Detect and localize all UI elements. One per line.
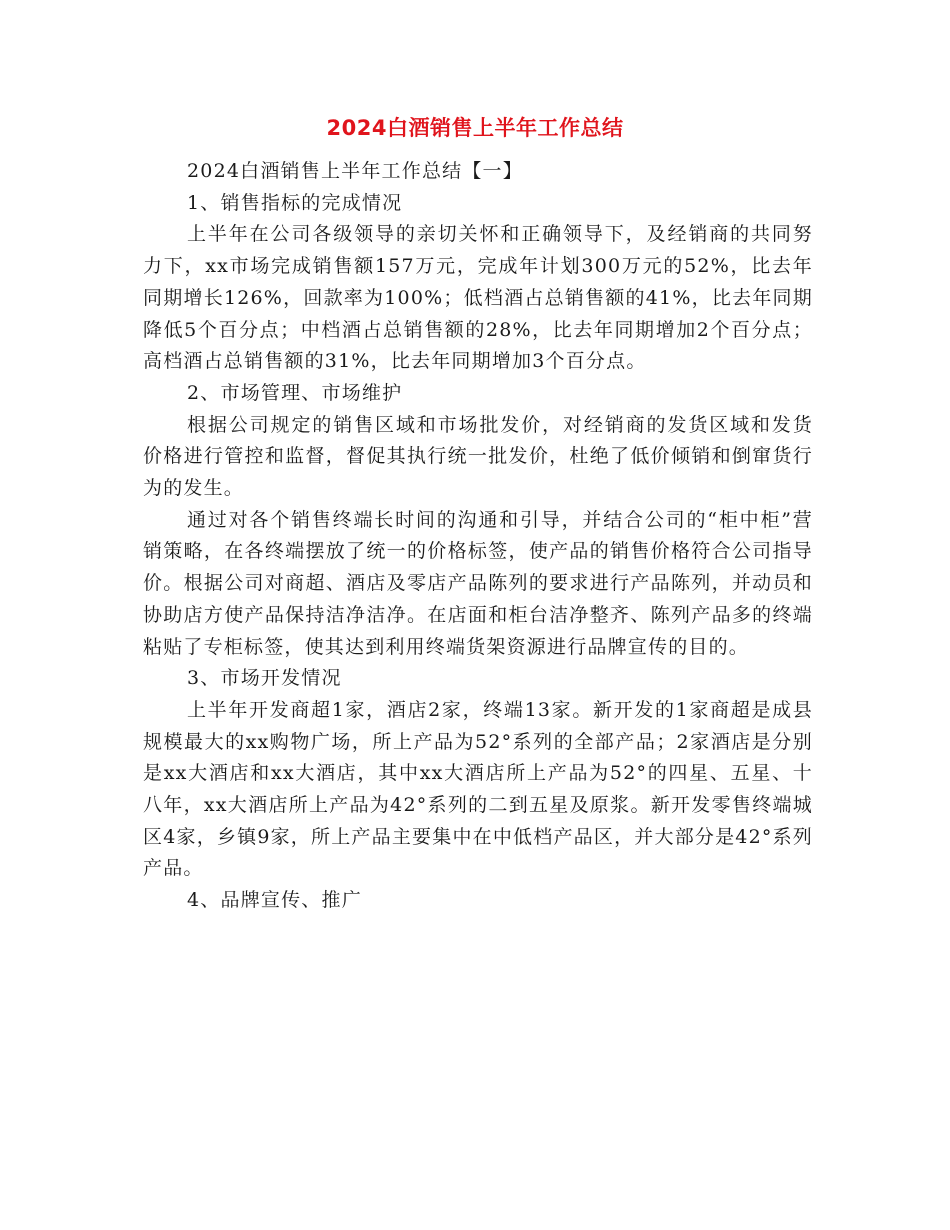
heading-brand-promotion: 4、品牌宣传、推广 <box>187 889 362 912</box>
document-body <box>143 156 813 917</box>
paragraph-market-development: 上半年开发商超1家，酒店2家，终端13家。新开发的1家商超是成县规模最大的xx购物广场，所上产品为52°系列的全部产品；2家酒店是分别是xx大酒店和xx大酒店，其中xx大酒店所上产品为52°的四星、五星、十八年，xx大酒店所上产品为42°系列的二到五星及原浆。新开发零售终端城区4家，乡镇9家，所上产品主要集中在中低档产品区，并大部分是42°系列产品。 <box>143 698 813 880</box>
heading-market-management: 2、市场管理、市场维护 <box>187 381 403 404</box>
document-title: 2024白酒销售上半年工作总结 <box>326 116 624 140</box>
section-subtitle: 2024白酒销售上半年工作总结【一】 <box>187 160 523 182</box>
paragraph-sales-targets: 上半年在公司各级领导的亲切关怀和正确领导下，及经销商的共同努力下，xx市场完成销售额157万元，完成年计划300万元的52%，比去年同期增长126%，回款率为100%；低档酒占总销售额的41%，比去年同期降低5个百分点；中档酒占总销售额的28%，比去年同期增加2个百分点；高档酒占总销售额的31%，比去年同期增加3个百分点。 <box>143 223 813 373</box>
paragraph-market-management: 根据公司规定的销售区域和市场批发价，对经销商的发货区域和发货价格进行管控和监督，督促其执行统一批发价，杜绝了低价倾销和倒窜货行为的发生。 <box>143 413 813 500</box>
paragraph-terminal-display: 通过对各个销售终端长时间的沟通和引导，并结合公司的“柜中柜”营销策略，在各终端摆放了统一的价格标签，使产品的销售价格符合公司指导价。根据公司对商超、酒店及零店产品陈列的要求进行产品陈列，并动员和协助店方使产品保持洁净洁净。在店面和柜台洁净整齐、陈列产品多的终端粘贴了专柜标签，使其达到利用终端货架资源进行品牌宣传的目的。 <box>143 508 813 658</box>
heading-sales-targets: 1、销售指标的完成情况 <box>187 191 403 214</box>
heading-market-development: 3、市场开发情况 <box>187 667 342 690</box>
